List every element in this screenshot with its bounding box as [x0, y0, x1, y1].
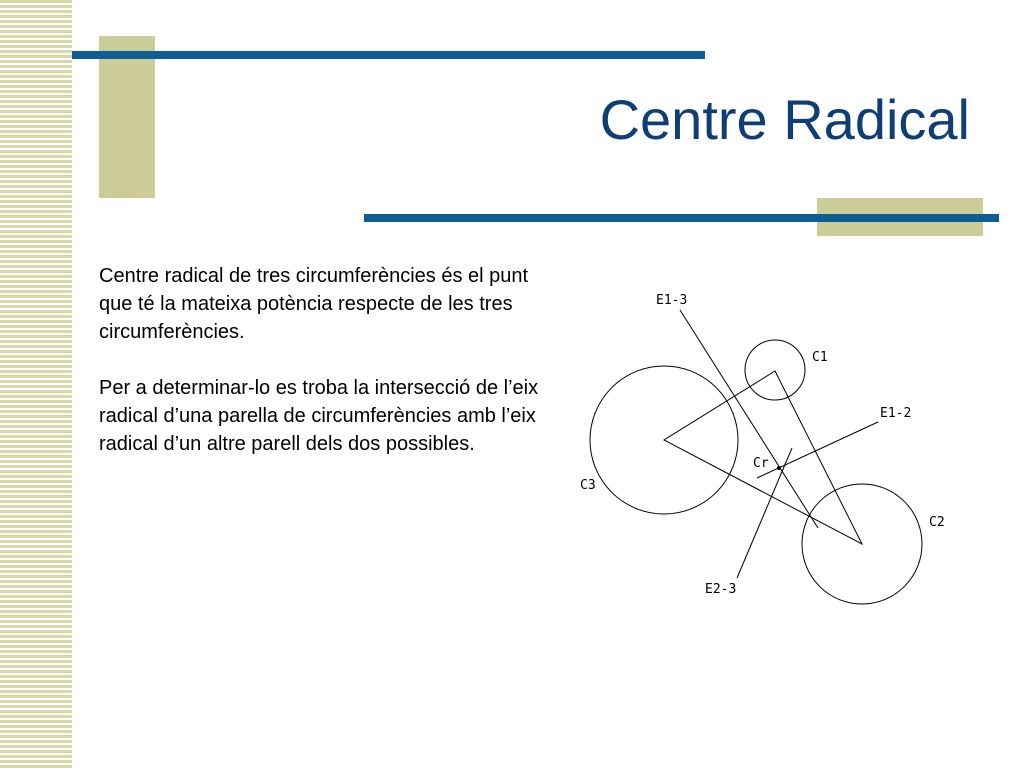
radical-center-diagram: [560, 280, 980, 610]
paragraph-definition: Centre radical de tres circumferències és el punt que té la mateixa potència respecte de les tres circumferències.: [99, 265, 529, 343]
title-rule-top: [72, 51, 705, 59]
circle-c1: [745, 340, 805, 400]
label-e2-3: E2-3: [705, 582, 737, 597]
label-cr: Cr: [753, 456, 769, 471]
label-c2: C2: [929, 515, 945, 530]
label-e1-3: E1-3: [656, 293, 688, 308]
slide-title: Centre Radical: [599, 88, 970, 151]
decorative-block-top: [99, 36, 155, 198]
label-c1: C1: [812, 350, 828, 365]
paragraph-method: Per a determinar-lo es troba la intersecció de l’eix radical d’una parella de circumferències amb l’eix radical d’un altre parell dels dos possibles.: [99, 377, 539, 455]
label-c3: C3: [580, 478, 596, 493]
radical-axis-e1-3: [680, 310, 818, 528]
radical-axis-e1-2: [757, 422, 878, 478]
label-e1-2: E1-2: [880, 406, 912, 421]
title-rule-bottom: [364, 214, 999, 222]
decorative-stripe-band: [0, 0, 72, 768]
slide-body: [99, 262, 549, 486]
radical-center-point: [777, 466, 781, 470]
